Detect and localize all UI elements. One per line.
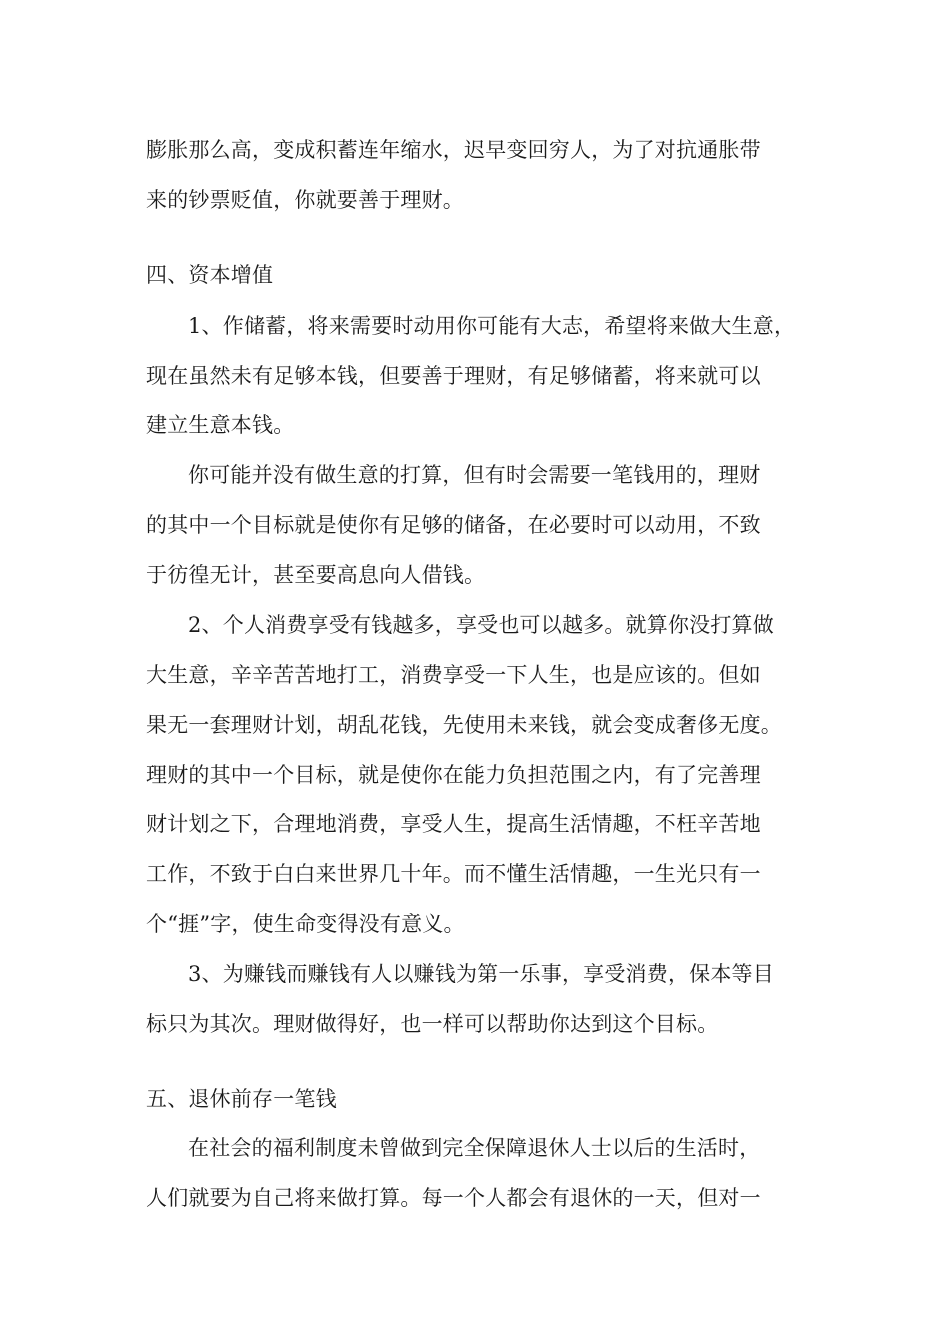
text-line: 的其中一个目标就是使你有足够的储备，在必要时可以动用，不致: [146, 513, 761, 537]
text-line: 财计划之下，合理地消费，享受人生，提高生活情趣，不枉辛苦地: [146, 812, 761, 836]
text-line: 1、作储蓄，将来需要时动用你可能有大志，希望将来做大生意，: [188, 314, 796, 338]
text-line: 人们就要为自己将来做打算。每一个人都会有退休的一天，但对一: [146, 1186, 761, 1210]
text-line: 现在虽然未有足够本钱，但要善于理财，有足够储蓄，将来就可以: [146, 364, 761, 388]
text-line: 3、为赚钱而赚钱有人以赚钱为第一乐事，享受消费，保本等目: [188, 962, 774, 986]
text-line: 来的钞票贬值，你就要善于理财。: [146, 188, 464, 212]
text-line: 你可能并没有做生意的打算，但有时会需要一笔钱用的，理财: [188, 463, 761, 487]
section-heading: 五、退休前存一笔钱: [146, 1087, 337, 1111]
text-line: 膨胀那么高，变成积蓄连年缩水，迟早变回穷人，为了对抗通胀带: [146, 138, 761, 162]
text-line: 在社会的福利制度未曾做到完全保障退休人士以后的生活时，: [188, 1136, 761, 1160]
text-line: 2、个人消费享受有钱越多，享受也可以越多。就算你没打算做: [188, 613, 774, 637]
text-line: 大生意，辛辛苦苦地打工，消费享受一下人生，也是应该的。但如: [146, 663, 761, 687]
text-line: 建立生意本钱。: [146, 413, 295, 437]
section-heading: 四、资本增值: [146, 263, 274, 287]
text-line: 于彷徨无计，甚至要高息向人借钱。: [146, 563, 486, 587]
text-line: 工作，不致于白白来世界几十年。而不懂生活情趣，一生光只有一: [146, 862, 761, 886]
text-line: 标只为其次。理财做得好，也一样可以帮助你达到这个目标。: [146, 1012, 719, 1036]
text-line: 理财的其中一个目标，就是使你在能力负担范围之内，有了完善理: [146, 763, 761, 787]
text-line: 个“捱”字，使生命变得没有意义。: [146, 912, 465, 936]
text-line: 果无一套理财计划，胡乱花钱，先使用未来钱，就会变成奢侈无度。: [146, 713, 782, 737]
